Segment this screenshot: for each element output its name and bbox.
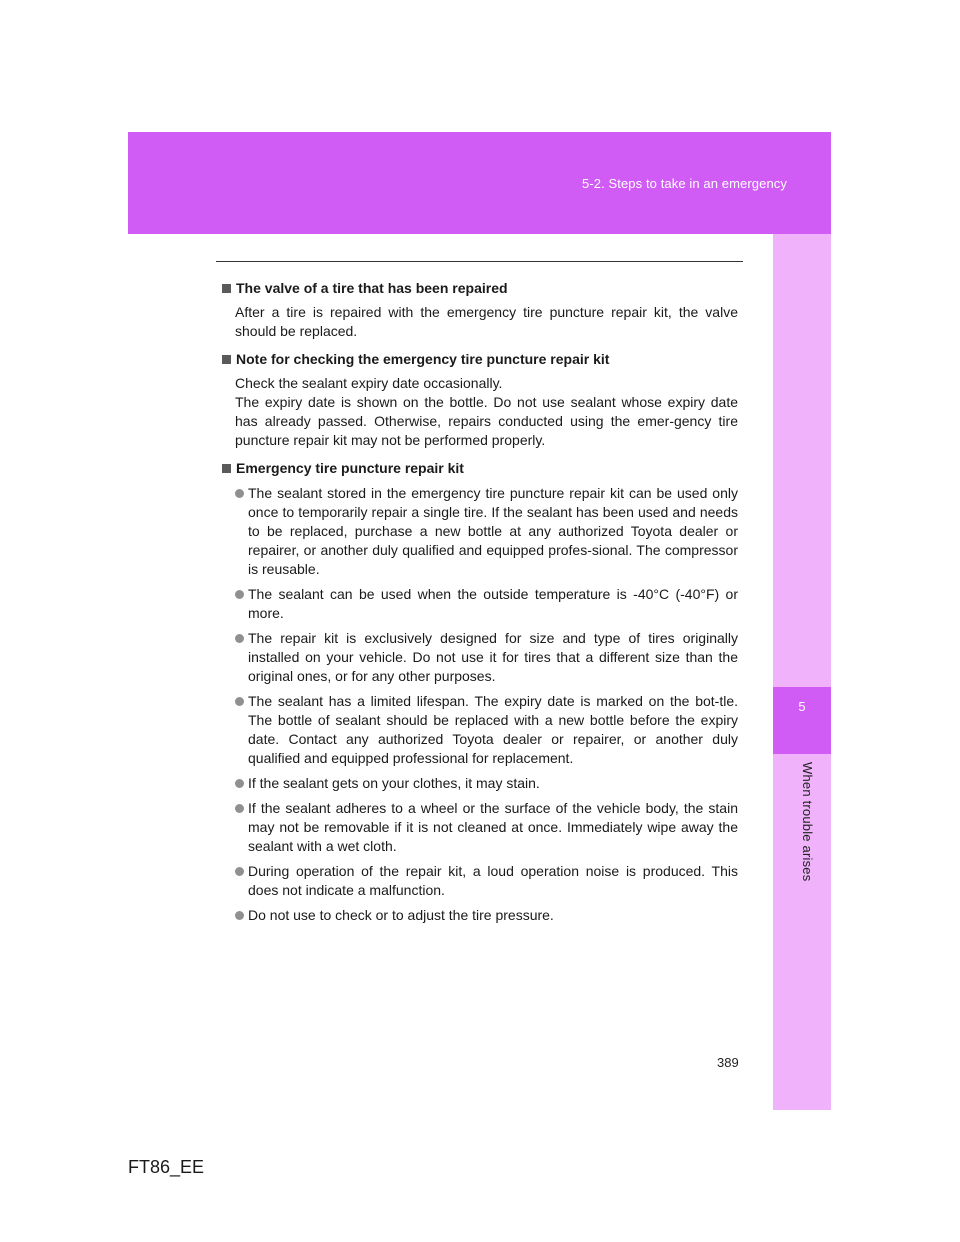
list-item: Do not use to check or to adjust the tire pressure.: [235, 906, 738, 925]
circle-bullet-icon: [235, 779, 244, 788]
paragraph: [235, 374, 738, 450]
section-heading: [222, 350, 738, 369]
list-item: The sealant stored in the emergency tire puncture repair kit can be used only once to temporarily repair a single tire. If the sealant has been used and needs to be replaced, purchase a new bottle at any authorized Toyota dealer or repairer, or another duly qualified and equipped profes-sional. The compressor is reusable.: [235, 484, 738, 579]
circle-bullet-icon: [235, 697, 244, 706]
top-divider: [216, 261, 743, 262]
circle-bullet-icon: [235, 590, 244, 599]
heading-text: Note for checking the emergency tire puncture repair kit: [236, 351, 610, 367]
paragraph: After a tire is repaired with the emergency tire puncture repair kit, the valve should be replaced.: [235, 304, 738, 339]
list-item: During operation of the repair kit, a loud operation noise is produced. This does not indicate a malfunction.: [235, 862, 738, 900]
list-item: The repair kit is exclusively designed for size and type of tires originally installed on your vehicle. Do not use it for tires that a different size than the original ones, or for any other purposes.: [235, 629, 738, 686]
circle-bullet-icon: [235, 634, 244, 643]
list-item: If the sealant adheres to a wheel or the surface of the vehicle body, the stain may not be removable if it is not cleaned at once. Immediately wipe away the sealant with a wet cloth.: [235, 799, 738, 856]
section-heading: [222, 459, 738, 478]
section-valve: [222, 279, 738, 341]
paragraph-line: The expiry date is shown on the bottle. Do not use sealant whose expiry date has already passed. Otherwise, repairs conducted using the emer-gency tire puncture repair kit may not be performed properly.: [235, 394, 738, 448]
circle-bullet-icon: [235, 804, 244, 813]
side-strip: [773, 234, 831, 1110]
square-bullet-icon: [222, 284, 231, 293]
square-bullet-icon: [222, 355, 231, 364]
section-heading: [222, 279, 738, 298]
header-band: [128, 132, 831, 234]
document-code: FT86_EE: [128, 1157, 205, 1177]
page-content: [222, 279, 738, 934]
section-checking: [222, 350, 738, 450]
heading-text: Emergency tire puncture repair kit: [236, 460, 464, 476]
circle-bullet-icon: [235, 867, 244, 876]
list-item: If the sealant gets on your clothes, it may stain.: [235, 774, 738, 793]
heading-text: The valve of a tire that has been repaired: [236, 280, 508, 296]
list-item: The sealant has a limited lifespan. The expiry date is marked on the bot-tle. The bottle of sealant should be replaced with a new bottle before the expiry date. Contact any authorized Toyota dealer or repairer, or another duly qualified and equipped professional for replacement.: [235, 692, 738, 768]
paragraph-line: Check the sealant expiry date occasionally.: [235, 375, 503, 391]
page-number: 389: [717, 1055, 739, 1070]
section-header-title: 5-2. Steps to take in an emergency: [581, 176, 787, 191]
bullet-list: [222, 484, 738, 925]
chapter-title: When trouble arises: [800, 762, 815, 882]
circle-bullet-icon: [235, 911, 244, 920]
list-item: The sealant can be used when the outside temperature is -40°C (-40°F) or more.: [235, 585, 738, 623]
circle-bullet-icon: [235, 489, 244, 498]
chapter-number: 5: [798, 699, 806, 714]
chapter-tab: [773, 687, 831, 754]
section-repair-kit: [222, 459, 738, 925]
square-bullet-icon: [222, 464, 231, 473]
